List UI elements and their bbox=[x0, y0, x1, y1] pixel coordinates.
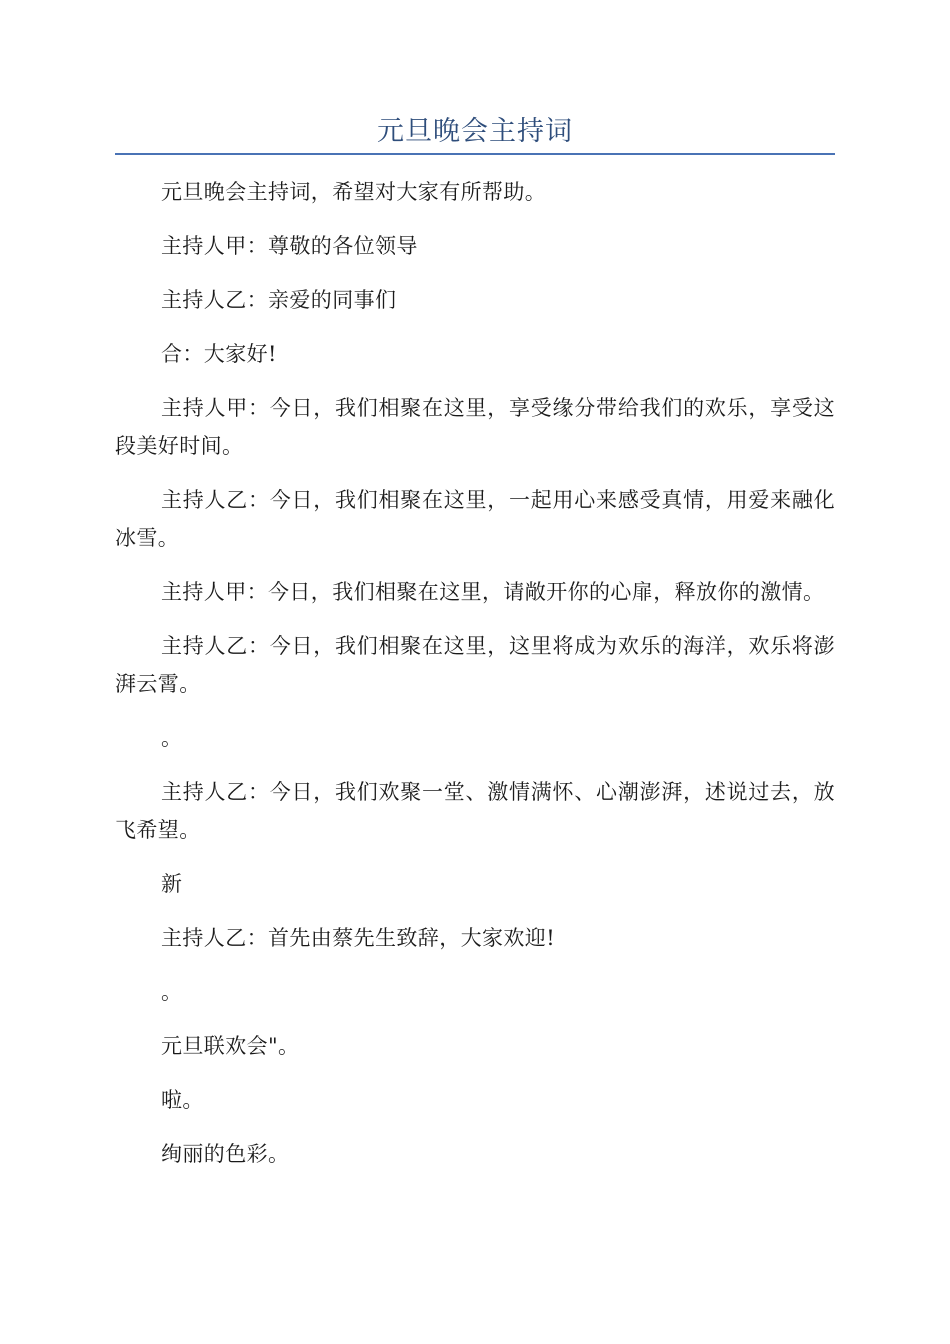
paragraph: 主持人乙：亲爱的同事们 bbox=[161, 288, 397, 312]
paragraph: 主持人甲：尊敬的各位领导 bbox=[161, 234, 418, 258]
title-underline bbox=[115, 153, 835, 155]
paragraph: 。 bbox=[161, 980, 183, 1004]
paragraph: 主持人乙：今日，我们相聚在这里，一起用心来感受真情，用爱来融化冰雪。 bbox=[115, 488, 835, 550]
paragraph: 主持人甲：今日，我们相聚在这里，享受缘分带给我们的欢乐，享受这段美好时间。 bbox=[115, 396, 835, 458]
paragraph: 主持人甲：今日，我们相聚在这里，请敞开你的心扉，释放你的激情。 bbox=[161, 580, 825, 604]
paragraph: 啦。 bbox=[161, 1088, 204, 1112]
paragraph: 元旦联欢会"。 bbox=[161, 1034, 300, 1058]
paragraph: 主持人乙：首先由蔡先生致辞，大家欢迎! bbox=[161, 926, 556, 950]
paragraph: 。 bbox=[161, 726, 183, 750]
paragraph: 合：大家好! bbox=[161, 342, 277, 366]
paragraph: 新 bbox=[161, 872, 183, 896]
paragraph: 绚丽的色彩。 bbox=[161, 1142, 290, 1166]
paragraph: 主持人乙：今日，我们欢聚一堂、激情满怀、心潮澎湃，述说过去，放飞希望。 bbox=[115, 780, 835, 842]
document-title: 元旦晚会主持词 bbox=[377, 116, 573, 147]
document-body bbox=[115, 173, 835, 1189]
paragraph: 元旦晚会主持词，希望对大家有所帮助。 bbox=[161, 180, 547, 204]
paragraph: 主持人乙：今日，我们相聚在这里，这里将成为欢乐的海洋，欢乐将澎湃云霄。 bbox=[115, 634, 835, 696]
